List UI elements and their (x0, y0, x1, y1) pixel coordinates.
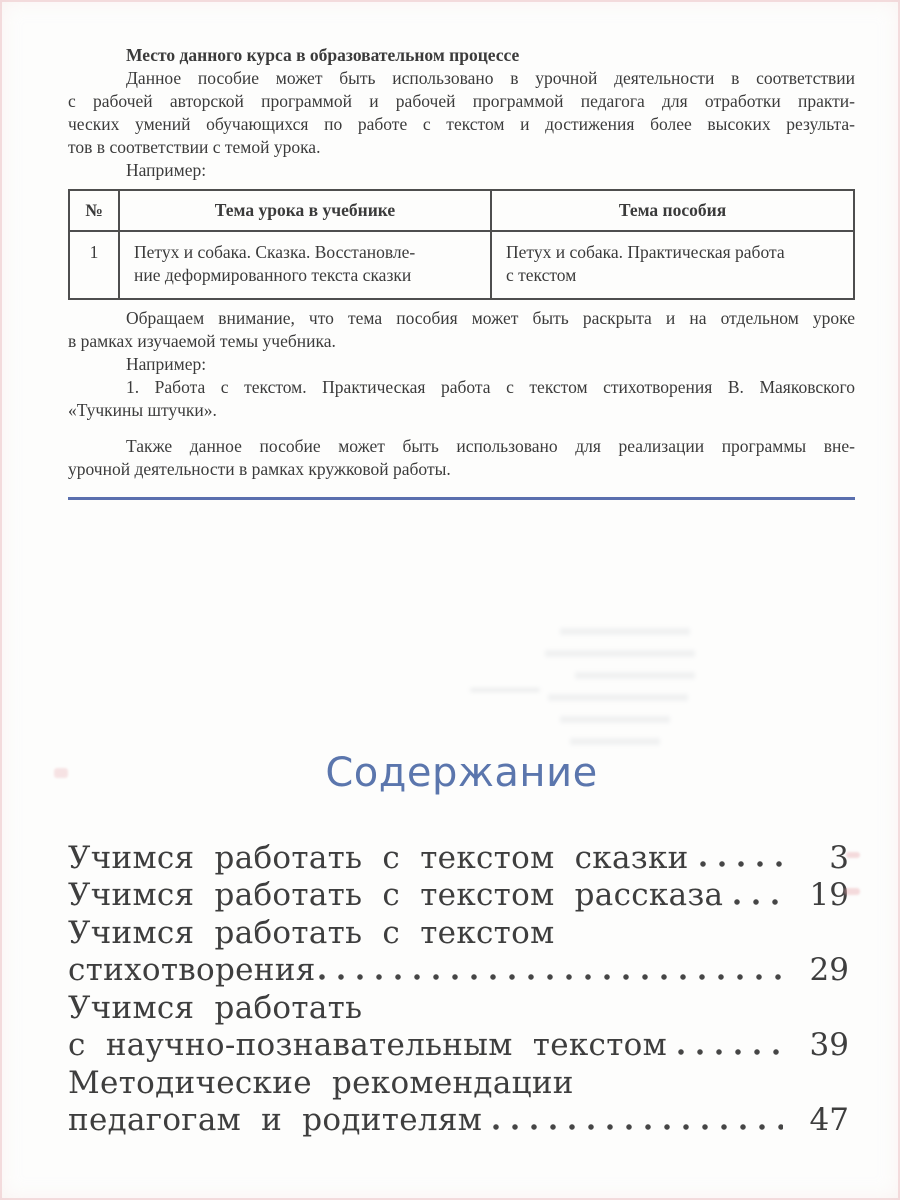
toc-page-number: 39 (809, 1027, 849, 1063)
toc-entry-title: педагогам и родителям (68, 1102, 483, 1138)
toc-entry (68, 915, 849, 953)
scan-artifact (545, 650, 695, 657)
scan-artifact (470, 688, 540, 692)
cell-line: Петух и собака. Практическая работа (506, 242, 785, 262)
cell-line: Петух и собака. Сказка. Восстановле- (134, 242, 416, 262)
toc-entry-title: Учимся работать с текстом (68, 914, 555, 951)
toc-page-number: 29 (809, 952, 849, 988)
table-of-contents (68, 840, 855, 1140)
cell-line: ние деформированного текста сказки (134, 265, 412, 285)
example-label: Например: (126, 354, 207, 374)
note-paragraph (68, 307, 855, 422)
scan-artifact (54, 768, 68, 778)
also-paragraph (68, 435, 855, 481)
col-header-number: № (69, 190, 119, 231)
dot-leader (677, 1027, 783, 1065)
scan-artifact (560, 716, 670, 723)
toc-page-number: 3 (829, 839, 849, 876)
toc-entry (68, 952, 849, 990)
toc-entry-title: стихотворения (68, 952, 316, 988)
toc-entry-title: Учимся работать с текстом рассказа (68, 877, 724, 913)
dot-leader (699, 840, 783, 878)
toc-entry (68, 877, 849, 915)
manual-topic-cell (491, 231, 854, 299)
dot-leader (492, 1102, 783, 1140)
toc-page-number: 19 (809, 877, 849, 913)
paragraph-line: Данное пособие может быть использовано в урочной деятельности в соответствии (126, 68, 855, 88)
scan-artifact (570, 738, 660, 745)
cell-line: с текстом (506, 265, 577, 285)
paragraph-line: «Тучкины штучки». (68, 400, 217, 420)
toc-entry (68, 1027, 849, 1065)
scan-artifact (548, 694, 688, 701)
divider-rule (68, 497, 855, 500)
paragraph-line: Обращаем внимание, что тема пособия может быть раскрыта и на отдельном уроке (126, 308, 855, 328)
paragraph-line: в рамках изучаемой темы учебника. (68, 331, 336, 351)
paragraph-line: 1. Работа с текстом. Практическая работа с текстом стихотворения В. Маяковского (126, 377, 855, 397)
toc-entry (68, 990, 849, 1028)
toc-heading: Содержание (325, 749, 598, 796)
paragraph-line: с рабочей авторской программой и рабочей программой педагога для отработки практи- (68, 91, 855, 111)
col-header-manual-topic: Тема пособия (491, 190, 854, 231)
dot-leader (318, 952, 783, 990)
toc-entry (68, 1102, 849, 1140)
paragraph-line: тов в соответствии с темой урока. (68, 137, 321, 157)
paragraph-line: ческих умений обучающихся по работе с текстом и достижения более высоких результа- (68, 114, 855, 134)
toc-entry-title: Методические рекомендации (68, 1064, 574, 1101)
paragraph-line: урочной деятельности в рамках кружковой работы. (68, 459, 451, 479)
scan-artifact (560, 628, 690, 635)
table-header-row (69, 190, 854, 231)
dot-leader (733, 877, 783, 915)
toc-entry-title: Учимся работать с текстом сказки (68, 839, 689, 876)
lesson-topics-table (68, 189, 855, 300)
lesson-topic-cell (119, 231, 491, 299)
scan-artifact (575, 672, 695, 679)
paragraph-line: Также данное пособие может быть использовано для реализации программы вне- (126, 436, 855, 456)
toc-entry (68, 1065, 849, 1103)
table-row (69, 231, 854, 299)
toc-entry-title: с научно-познавательным текстом (68, 1027, 668, 1063)
toc-entry (68, 840, 849, 878)
section-heading: Место данного курса в образовательном процессе (126, 45, 520, 65)
toc-page-number: 47 (809, 1102, 849, 1138)
row-number-cell: 1 (69, 231, 119, 299)
col-header-lesson-topic: Тема урока в учебнике (119, 190, 491, 231)
example-label: Например: (126, 160, 207, 180)
toc-entry-title: Учимся работать (68, 989, 363, 1026)
